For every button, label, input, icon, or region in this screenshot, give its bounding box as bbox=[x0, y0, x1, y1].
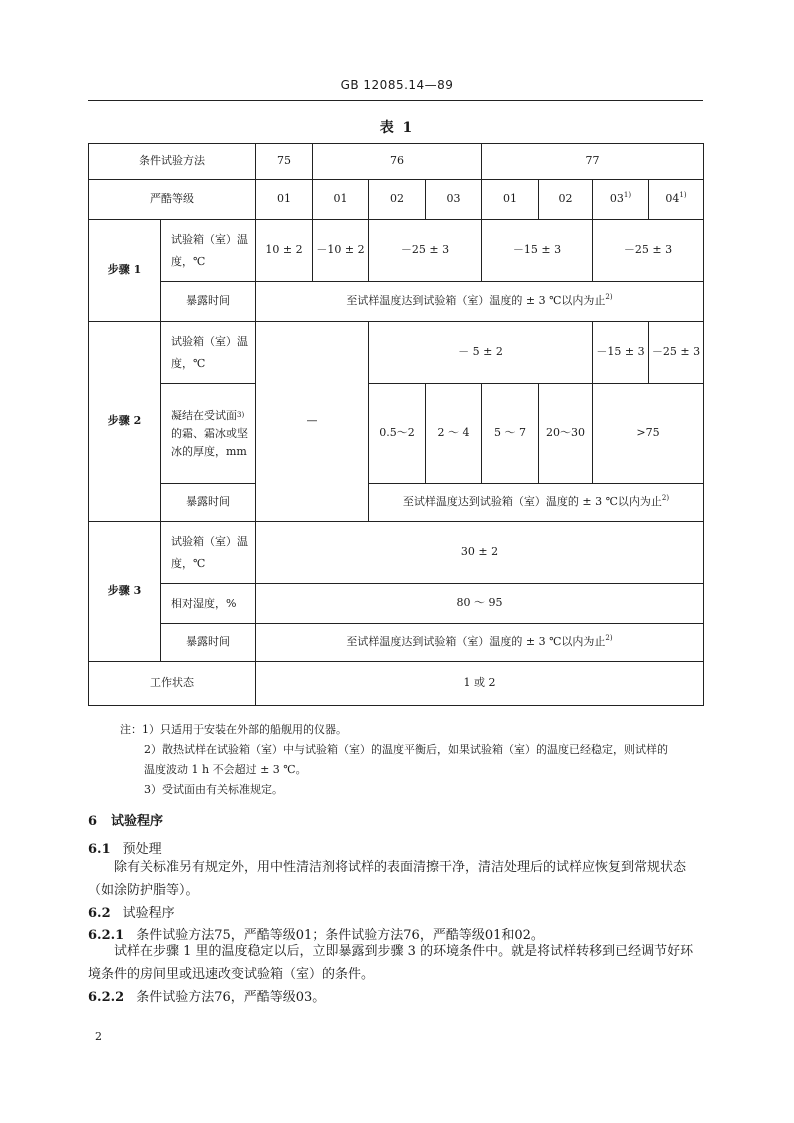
section-6-1-heading: 6.1 预处理 bbox=[88, 842, 162, 857]
work-state-value: 1 或 2 bbox=[256, 662, 704, 706]
footnote-ref: 2) bbox=[605, 634, 613, 643]
severity-cell: 04$^{1)}$ bbox=[649, 180, 704, 220]
section-6-heading: 6 试验程序 bbox=[88, 814, 164, 829]
value-cell: － 5 ± 2 bbox=[369, 322, 593, 384]
header-rule bbox=[88, 100, 703, 101]
na-dash: — bbox=[256, 322, 369, 522]
value-cell: －25 ± 3 bbox=[593, 220, 704, 282]
method-label: 条件试验方法 bbox=[89, 144, 256, 180]
footnote-ref: 2) bbox=[661, 494, 670, 503]
value-cell: －15 ± 3 bbox=[593, 322, 649, 384]
step1-exposure-row bbox=[89, 282, 704, 322]
param-label: 凝结在受试面$^{3)}$的霜、霜冰或坚冰的厚度，mm bbox=[161, 384, 256, 484]
work-state-row bbox=[89, 662, 704, 706]
footnote-ref: 1) bbox=[679, 191, 687, 200]
severity-cell: 03$^{1)}$ bbox=[593, 180, 649, 220]
note-line: 2）散热试样在试验箱（室）中与试验箱（室）的温度平衡后，如果试验箱（室）的温度已经稳定，则试样的 bbox=[144, 743, 668, 756]
section-6-2-1-heading: 6.2.1 条件试验方法75，严酷等级01；条件试验方法76，严酷等级01和02。 bbox=[88, 928, 544, 943]
step2-label: 步骤 2 bbox=[89, 322, 161, 522]
note-line: 温度波动 1 h 不会超过 ± 3 ℃。 bbox=[144, 763, 307, 776]
value-cell: 30 ± 2 bbox=[256, 522, 704, 584]
severity-cell: 01 bbox=[482, 180, 539, 220]
param-label: 试验箱（室）温度，℃ bbox=[161, 220, 256, 282]
value-cell: >75 bbox=[593, 384, 704, 484]
value-cell: －25 ± 3 bbox=[649, 322, 704, 384]
footnote-ref: 3) bbox=[237, 410, 245, 419]
value-cell: －25 ± 3 bbox=[369, 220, 482, 282]
section-6-2-2-heading: 6.2.2 条件试验方法76，严酷等级03。 bbox=[88, 990, 326, 1005]
value-cell: 5 ～ 7 bbox=[482, 384, 539, 484]
step1-temp-row bbox=[89, 220, 704, 282]
severity-cell: 01 bbox=[313, 180, 369, 220]
step2-exposure-row bbox=[89, 484, 704, 522]
method-76: 76 bbox=[313, 144, 482, 180]
step3-label: 步骤 3 bbox=[89, 522, 161, 662]
value-cell: －15 ± 3 bbox=[482, 220, 593, 282]
severity-cell: 02 bbox=[369, 180, 426, 220]
param-label: 试验箱（室）温度，℃ bbox=[161, 522, 256, 584]
severity-cell: 02 bbox=[539, 180, 593, 220]
section-6-1-text: 除有关标准另有规定外，用中性清洁剂将试样的表面清擦干净，清洁处理后的试样应恢复到常规状态（如涂防护脂等）。 bbox=[88, 860, 687, 898]
param-label: 暴露时间 bbox=[161, 624, 256, 662]
step2-frost-row bbox=[89, 384, 704, 484]
running-header: GB 12085.14—89 bbox=[340, 78, 454, 92]
footnote-ref: 2) bbox=[605, 293, 613, 302]
work-state-label: 工作状态 bbox=[89, 662, 256, 706]
table-caption: 表 1 bbox=[379, 120, 415, 136]
footnote-ref: 1) bbox=[623, 191, 632, 200]
table-notes bbox=[120, 720, 668, 800]
value-cell: 10 ± 2 bbox=[256, 220, 313, 282]
value-cell: 0.5～2 bbox=[369, 384, 426, 484]
method-77: 77 bbox=[482, 144, 704, 180]
note-line: 3）受试面由有关标准规定。 bbox=[144, 783, 283, 796]
step3-exposure-row bbox=[89, 624, 704, 662]
severity-cell: 01 bbox=[256, 180, 313, 220]
section-6-2-heading: 6.2 试验程序 bbox=[88, 906, 175, 921]
step3-humidity-row bbox=[89, 584, 704, 624]
step2-temp-row bbox=[89, 322, 704, 384]
param-label: 暴露时间 bbox=[161, 484, 256, 522]
step1-label: 步骤 1 bbox=[89, 220, 161, 322]
condition-table bbox=[88, 143, 704, 706]
step3-temp-row bbox=[89, 522, 704, 584]
severity-label: 严酷等级 bbox=[89, 180, 256, 220]
value-cell: 80 ～ 95 bbox=[256, 584, 704, 624]
param-label: 暴露时间 bbox=[161, 282, 256, 322]
param-label: 相对湿度，% bbox=[161, 584, 256, 624]
severity-cell: 03 bbox=[426, 180, 482, 220]
note-line: 注：1）只适用于安装在外部的船舰用的仪器。 bbox=[120, 723, 347, 736]
param-label: 试验箱（室）温度，℃ bbox=[161, 322, 256, 384]
value-cell: 至试样温度达到试验箱（室）温度的 ± 3 ℃以内为止$^{2)}$ bbox=[369, 484, 704, 522]
severity-row bbox=[89, 180, 704, 220]
section-6-2-1-text: 试样在步骤 1 里的温度稳定以后，立即暴露到步骤 3 的环境条件中。就是将试样转移到已经调节好环境条件的房间里或迅速改变试验箱（室）的条件。 bbox=[88, 944, 694, 982]
value-cell: －10 ± 2 bbox=[313, 220, 369, 282]
method-75: 75 bbox=[256, 144, 313, 180]
method-row bbox=[89, 144, 704, 180]
page-number: 2 bbox=[95, 1030, 102, 1043]
value-cell: 2 ～ 4 bbox=[426, 384, 482, 484]
value-cell: 20～30 bbox=[539, 384, 593, 484]
value-cell: 至试样温度达到试验箱（室）温度的 ± 3 ℃以内为止$^{2)}$ bbox=[256, 624, 704, 662]
value-cell: 至试样温度达到试验箱（室）温度的 ± 3 ℃以内为止$^{2)}$ bbox=[256, 282, 704, 322]
